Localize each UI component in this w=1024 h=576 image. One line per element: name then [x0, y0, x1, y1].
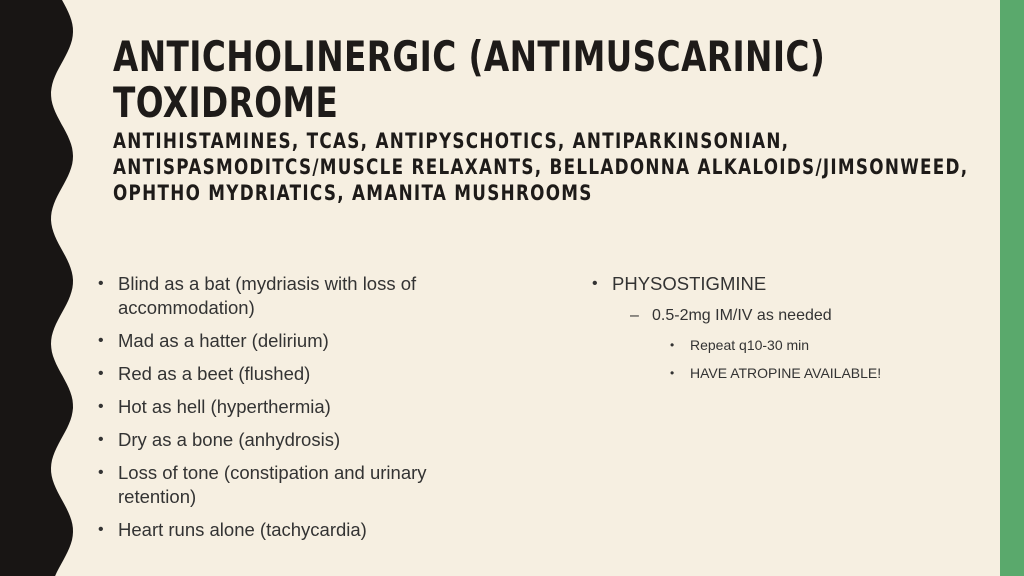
note-item: • HAVE ATROPINE AVAILABLE! [670, 365, 882, 381]
bullet-icon: • [98, 332, 104, 349]
title-line-2: TOXIDROME [113, 78, 339, 127]
dash-icon: – [630, 307, 639, 324]
slide-title [113, 32, 826, 127]
list-item: • Blind as a bat (mydriasis with loss of accommodation) [98, 273, 417, 318]
mnemonic-list [96, 272, 476, 551]
list-item: • Red as a beet (flushed) [98, 363, 311, 384]
slide-subtitle: ANTIHISTAMINES, TCAS, ANTIPYSCHOTICS, ANTIPARKINSONIAN, ANTISPASMODITCS/MUSCLE RELAXANTS, BELLADONNA ALKALOIDS/JIMSONWEED, OPHTHO MYDRIATICS, AMANITA MUSHROOMS [113, 129, 969, 205]
bullet-icon: • [98, 521, 104, 538]
list-item: • Dry as a bone (anhydrosis) [98, 429, 341, 450]
list-item: • Hot as hell (hyperthermia) [98, 396, 331, 417]
bullet-icon: • [98, 275, 104, 292]
bullet-icon: • [592, 275, 598, 292]
bullet-icon: • [98, 464, 104, 481]
bullet-icon: • [98, 431, 104, 448]
treatment-heading: • PHYSOSTIGMINE [592, 273, 767, 294]
treatment-list [590, 272, 970, 383]
list-item: • Loss of tone (constipation and urinary retention) [98, 462, 427, 507]
list-item: • Heart runs alone (tachycardia) [98, 519, 367, 540]
wavy-left-band [0, 0, 80, 576]
bullet-icon: • [670, 366, 675, 380]
title-block [113, 34, 973, 206]
bullet-icon: • [670, 338, 675, 352]
title-line-1: ANTICHOLINERGIC (ANTIMUSCARINIC) [113, 32, 826, 81]
accent-strip [1000, 0, 1024, 576]
list-item: • Mad as a hatter (delirium) [98, 330, 329, 351]
dose-item: – 0.5-2mg IM/IV as needed [630, 305, 970, 327]
note-item: • Repeat q10-30 min [670, 337, 810, 353]
bullet-icon: • [98, 398, 104, 415]
bullet-icon: • [98, 365, 104, 382]
